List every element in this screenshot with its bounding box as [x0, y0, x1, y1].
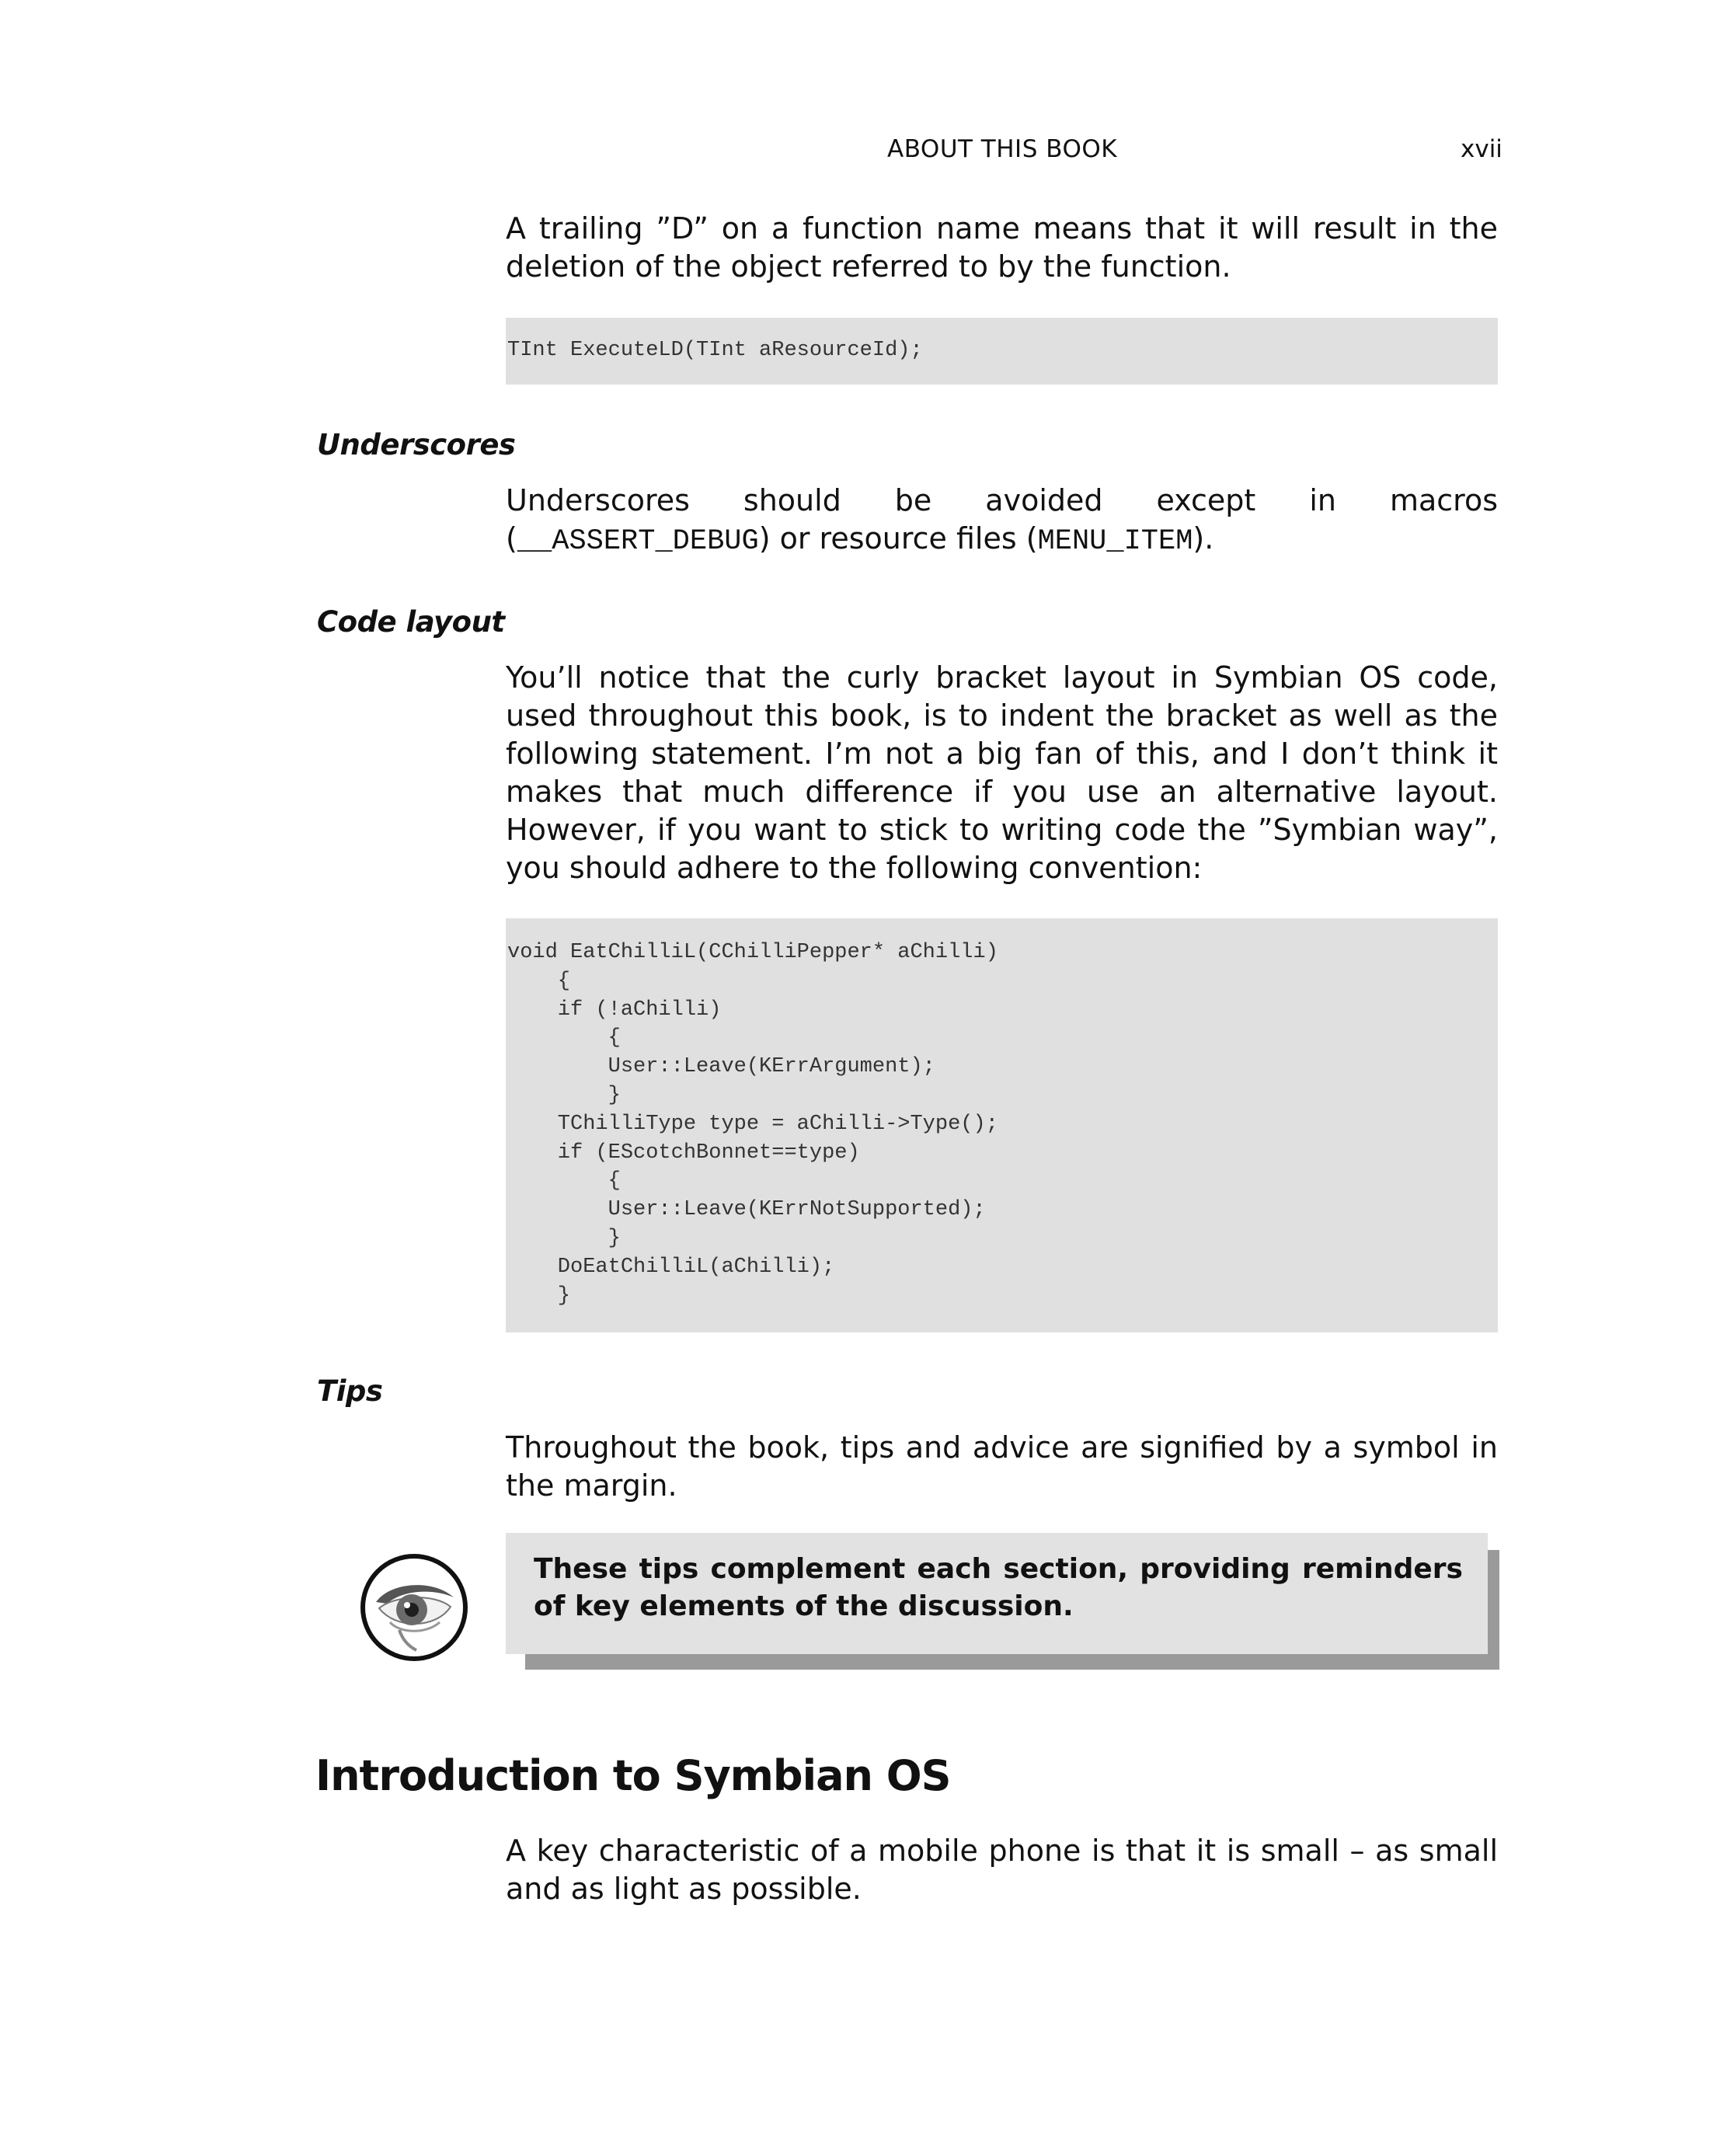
macro-example: __ASSERT_DEBUG: [517, 525, 759, 558]
chapter-heading-introduction: Introduction to Symbian OS: [315, 1751, 951, 1800]
introduction-paragraph: A key characteristic of a mobile phone is that it is small – as small and as light as possible.: [506, 1834, 1498, 1906]
resource-example: MENU_ITEM: [1037, 525, 1193, 558]
underscores-text-before: Underscores should be avoided except in macros (: [506, 483, 1498, 556]
code-block-executeld: [506, 318, 1498, 385]
underscores-text-middle: ) or resource files (: [758, 521, 1038, 556]
running-head-title: ABOUT THIS BOOK: [887, 135, 1118, 163]
underscores-paragraph: [506, 482, 1498, 561]
tip-box-text: These tips complement each section, providing reminders of key elements of the discussion.: [534, 1553, 1463, 1622]
eye-icon: [359, 1552, 469, 1663]
section-heading-tips: Tips: [317, 1374, 383, 1408]
trailing-d-paragraph: A trailing ”D” on a function name means that it will result in the deletion of the object referred to by the function.: [506, 211, 1498, 284]
code-executeld: TInt ExecuteLD(TInt aResourceId);: [507, 339, 923, 362]
code-block-eatchilli: [506, 918, 1498, 1332]
section-heading-underscores: Underscores: [317, 428, 516, 462]
underscores-text-after: ).: [1193, 521, 1214, 556]
page-number: xvii: [1461, 135, 1502, 163]
section-heading-code-layout: Code layout: [317, 605, 505, 639]
code-layout-paragraph: You’ll notice that the curly bracket layout in Symbian OS code, used throughout this book, is to indent the bracket as well as the following statement. I’m not a big fan of this, and I don’t think it makes that much difference if you use an alternative layout. However, if you want to stick to writing code the ”Symbian way”, you should adhere to the following convention:: [506, 660, 1498, 885]
code-eatchilli: void EatChilliL(CChilliPepper* aChilli) { if (!aChilli) { User::Leave(KErrArgument); } TChilliType type = aChilli->Type(); if (EScotchBonnet==type) { User::Leave(KErrNotSupported); } DoEatChilliL(aChilli); }: [507, 941, 998, 1308]
tips-paragraph: Throughout the book, tips and advice are signified by a symbol in the margin.: [506, 1430, 1498, 1503]
tip-box: [506, 1533, 1488, 1654]
